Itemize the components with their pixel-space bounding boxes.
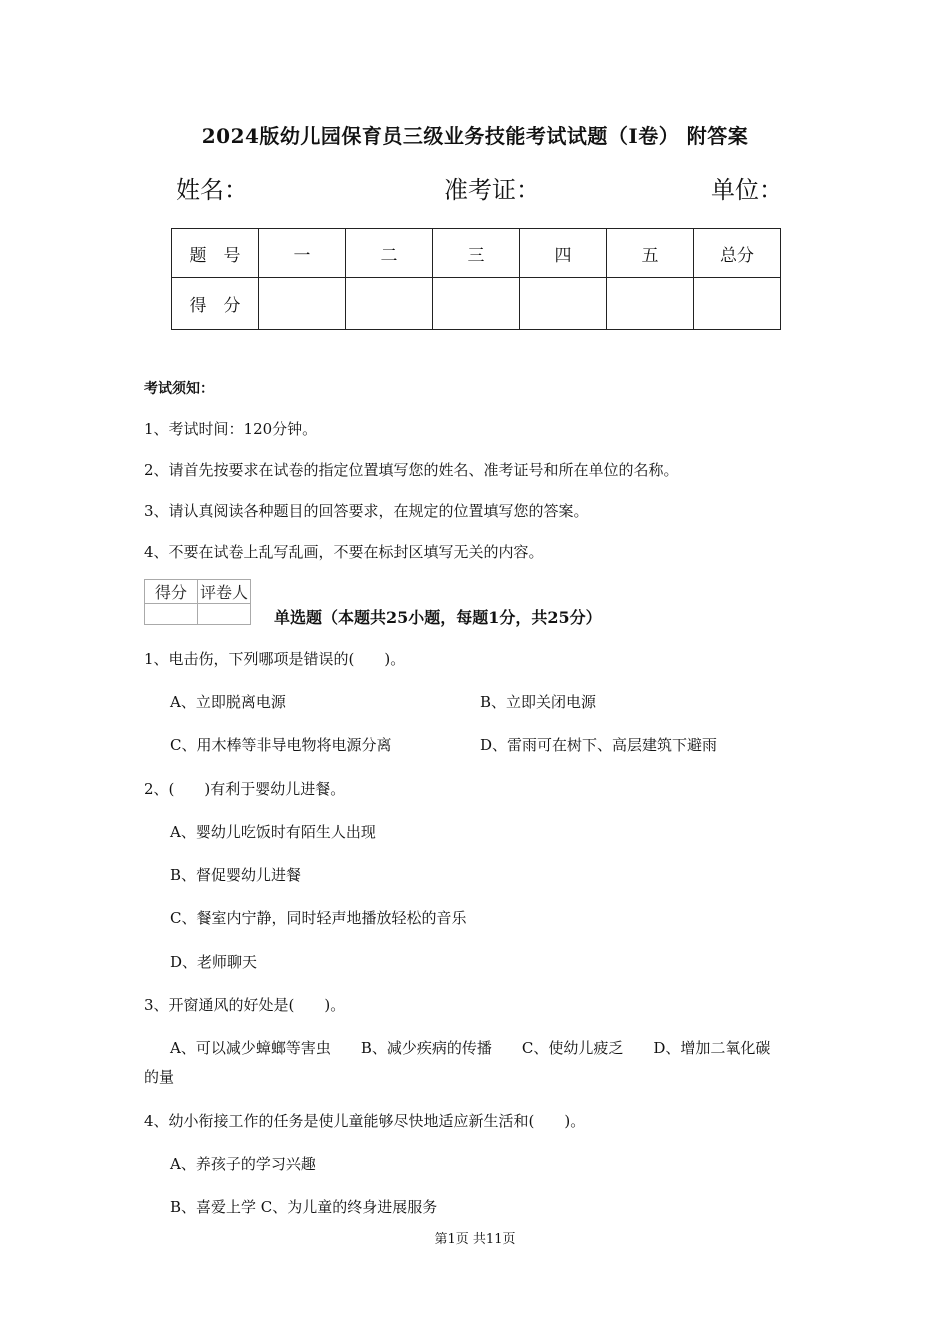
notice-item: 2、请首先按要求在试卷的指定位置填写您的姓名、准考证号和所在单位的名称。 [144, 461, 679, 479]
notice-item: 3、请认真阅读各种题目的回答要求，在规定的位置填写您的答案。 [144, 502, 589, 520]
question-option: A、婴幼儿吃饭时有陌生人出现 [170, 823, 376, 841]
score-table-cell: 总分 [694, 229, 781, 278]
question-option: B、督促婴幼儿进餐 [170, 866, 302, 884]
name-label: 姓名： [176, 176, 248, 204]
notice-item: 4、不要在试卷上乱写乱画，不要在标封区填写无关的内容。 [144, 543, 544, 561]
notice-title: 考试须知： [144, 381, 214, 397]
question-option: A、立即脱离电源 [170, 693, 286, 711]
score-entry-cell [433, 278, 520, 330]
score-table-cell: 二 [346, 229, 433, 278]
score-entry-cell [520, 278, 607, 330]
question-options-continued: 的量 [144, 1068, 175, 1086]
question-option: B、立即关闭电源 [480, 693, 597, 711]
score-table-cell: 四 [520, 229, 607, 278]
score-entry-cell [259, 278, 346, 330]
score-table-cell: 得 分 [172, 278, 259, 330]
question-stem: 4、幼小衔接工作的任务是使儿童能够尽快地适应新生活和( )。 [144, 1112, 586, 1130]
question-stem: 1、电击伤，下列哪项是错误的( )。 [144, 650, 406, 668]
question-option: D、雷雨可在树下、高层建筑下避雨 [480, 736, 718, 754]
score-entry-cell [346, 278, 433, 330]
exam-id-label: 准考证： [444, 176, 540, 204]
grader-name-label: 评卷人 [198, 580, 251, 604]
score-table-score-row [172, 278, 781, 330]
score-table-header-row [172, 229, 781, 278]
unit-label: 单位： [711, 176, 783, 204]
score-table-cell: 五 [607, 229, 694, 278]
question-option: C、餐室内宁静，同时轻声地播放轻松的音乐 [170, 909, 467, 927]
question-stem: 2、( )有利于婴幼儿进餐。 [144, 780, 346, 798]
page-footer: 第1页 共11页 [434, 1232, 516, 1247]
grader-score-cell [145, 604, 198, 625]
question-stem: 3、开窗通风的好处是( )。 [144, 996, 346, 1014]
notice-item: 1、考试时间：120分钟。 [144, 420, 318, 438]
score-table-cell: 三 [433, 229, 520, 278]
question-option: B、喜爱上学 C、为儿童的终身进展服务 [170, 1198, 438, 1216]
page-title: 2024版幼儿园保育员三级业务技能考试试题（I卷） 附答案 [201, 124, 749, 148]
question-option: A、养孩子的学习兴趣 [170, 1155, 316, 1173]
question-option: C、用木棒等非导电物将电源分离 [170, 736, 392, 754]
score-table-cell: 一 [259, 229, 346, 278]
question-option: D、老师聊天 [170, 953, 258, 971]
score-table-cell: 题 号 [172, 229, 259, 278]
grader-score-label: 得分 [145, 580, 198, 604]
score-table [171, 228, 781, 330]
section-title: 单选题（本题共25小题，每题1分，共25分） [274, 608, 602, 627]
question-options: A、可以减少蟑螂等害虫 B、减少疾病的传播 C、使幼儿疲乏 D、增加二氧化碳 [170, 1039, 771, 1057]
score-entry-cell [607, 278, 694, 330]
grader-table [144, 579, 251, 625]
grader-name-cell [198, 604, 251, 625]
score-entry-cell [694, 278, 781, 330]
